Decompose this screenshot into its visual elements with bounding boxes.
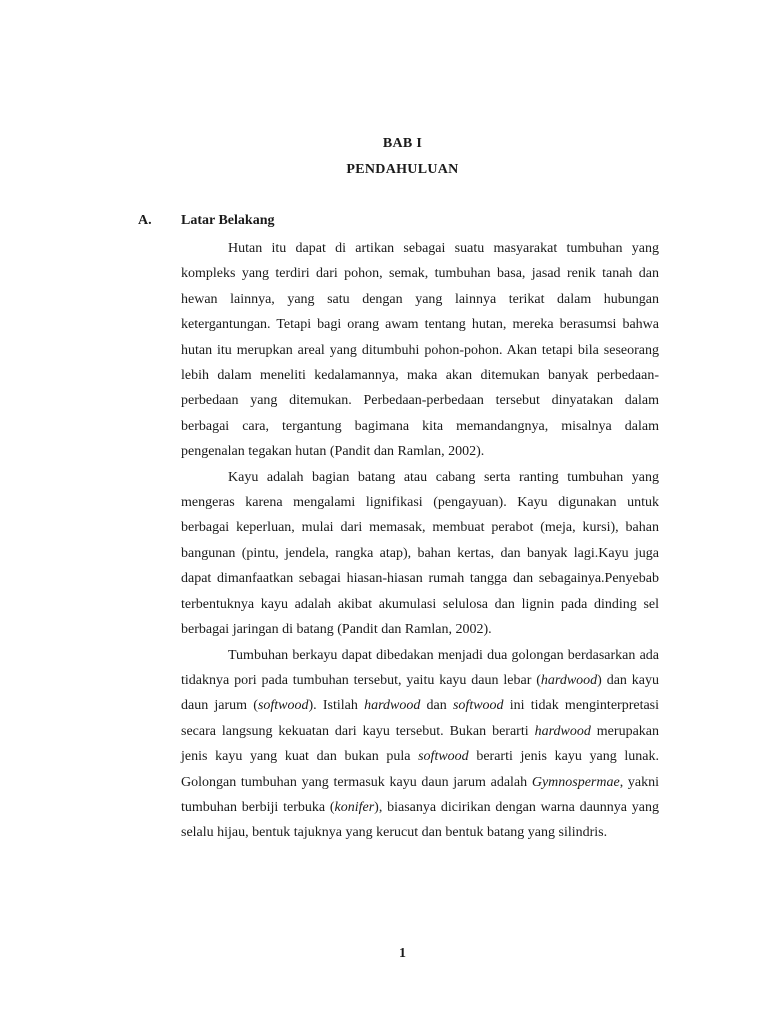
italic-term: Gymnospermae — [531, 774, 620, 790]
italic-term: hardwood — [534, 723, 591, 739]
section-title: Latar Belakang — [181, 213, 275, 228]
text-run: berarti jenis kayu yang lunak. Golongan tumbuhan yang termasuk kayu daun jarum adalah — [181, 749, 659, 790]
chapter-number: BAB I — [382, 136, 423, 151]
text-run: Tumbuhan berkayu dapat dibedakan menjadi dua golongan berdasarkan ada tidaknya pori pada tumbuhan tersebut, yaitu kayu daun lebar ( — [181, 647, 659, 688]
text-run: ). Istilah — [308, 698, 365, 714]
text-run: Kayu adalah bagian batang atau cabang serta ranting tumbuhan yang mengeras karena mengalami lignifikasi (pengayuan). Kayu digunakan untuk berbagai keperluan, mulai dari memasak, membuat perabot (meja, kursi), bahan bangunan (pintu, jendela, rangka atap), bahan kertas, dan banyak lagi.Kayu juga dapat dimanfaatkan sebagai hiasan-hiasan rumah tangga dan sebagainya.Penyebab terbentuknya kayu adalah akibat akumulasi selulosa dan lignin pada dinding sel berbagai jaringan di batang (Pandit dan Ramlan, 2002). — [181, 469, 659, 638]
page-number: 1 — [399, 946, 406, 961]
text-run: ) dan kayu daun jarum ( — [181, 672, 660, 714]
text-run: , yakni tumbuhan berbiji terbuka ( — [181, 774, 659, 815]
italic-term: konifer — [334, 799, 375, 815]
italic-term: hardwood — [540, 672, 598, 688]
paragraph — [181, 643, 659, 846]
paragraph — [181, 236, 659, 465]
text-run: ), biasanya dicirikan dengan warna daunnya yang selalu hijau, bentuk tajuknya yang kerucut dan bentuk batang yang silindris. — [181, 799, 659, 841]
body-text — [181, 236, 659, 846]
text-run: Hutan itu dapat di artikan sebagai suatu masyarakat tumbuhan yang kompleks yang terdiri dari pohon, semak, tumbuhan basa, jasad renik tanah dan hewan lainnya, yang satu dengan yang lainnya terikat dalam hubungan ketergantungan. Tetapi bagi orang awam tentang hutan, mereka berasumsi bahwa hutan itu merupkan areal yang ditumbuhi pohon-pohon. Akan tetapi bila seseorang lebih dalam meneliti kedalamannya, maka akan ditemukan banyak perbedaan-perbedaan yang ditemukan. Perbedaan-perbedaan tersebut dinyatakan dalam berbagai cara, tergantung bagimana kita memandangnya, misalnya dalam pengenalan tegakan hutan (Pandit dan Ramlan, 2002). — [181, 241, 659, 460]
text-run: merupakan jenis kayu yang kuat dan bukan pula — [181, 723, 659, 765]
paragraph — [181, 465, 659, 643]
text-run: dan — [420, 698, 453, 714]
chapter-title: PENDAHULUAN — [346, 162, 459, 177]
italic-term: hardwood — [364, 698, 421, 714]
italic-term: softwood — [452, 698, 504, 714]
italic-term: softwood — [257, 698, 309, 714]
section-marker: A. — [138, 213, 152, 228]
italic-term: softwood — [418, 749, 469, 765]
text-run: ini tidak menginterpretasi secara langsung kekuatan dari kayu tersebut. Bukan berarti — [181, 698, 660, 739]
